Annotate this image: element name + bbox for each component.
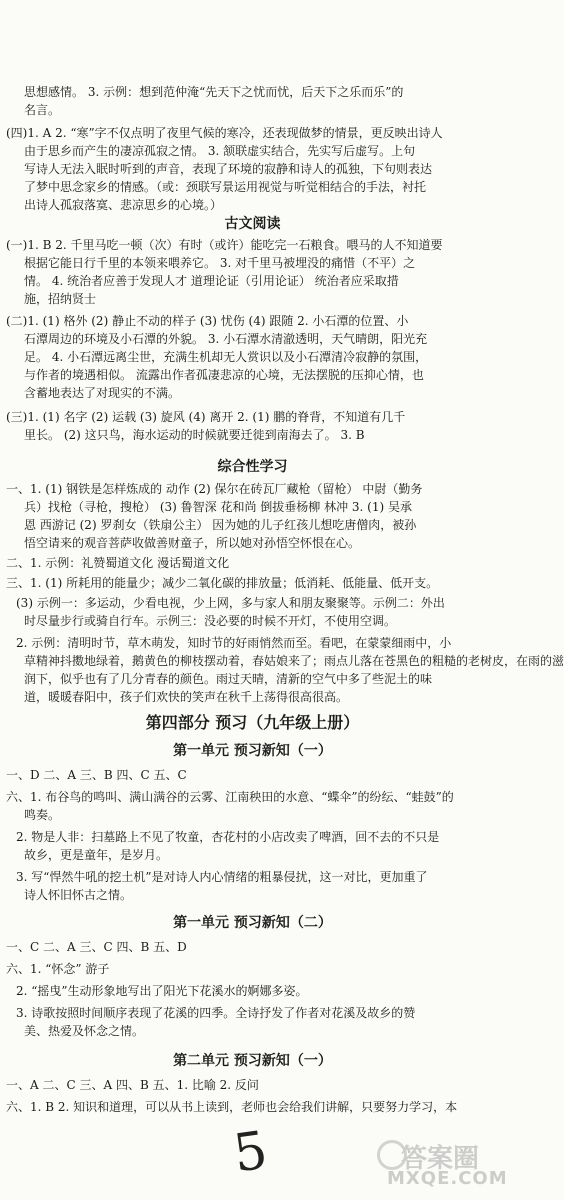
text-line: (四)1. A 2. “寒”字不仅点明了夜里气候的寒冷，还表现做梦的情景，更反映出诗人 [6,126,443,140]
text-line: 悟空请来的观音菩萨收做善财童子，所以她对孙悟空怀恨在心。 [24,536,361,550]
section-heading: 综合性学习 [217,459,288,475]
text-line: 六、1. B 2. 知识和道理，可以从书上读到，老师也会给我们讲解，只要努力学习，本 [6,1100,458,1114]
text-line: 一、A 二、C 三、A 四、B 五、1. 比喻 2. 反问 [6,1078,259,1092]
text-line: 2. 物是人非：扫墓路上不见了牧童，杏花村的小店改卖了啤酒，回不去的不只是 [16,830,440,844]
text-line: 3. 写“悍然牛吼的挖土机”是对诗人内心情绪的粗暴侵扰，这一对比，更加重了 [16,870,428,884]
text-line: 恩 西游记 (2) 罗刹女（铁扇公主） 因为她的儿子红孩儿想吃唐僧肉，被孙 [24,518,417,532]
text-line: 足。 4. 小石潭远离尘世，充满生机却无人赏识以及小石潭清冷寂静的氛围， [24,350,428,364]
text-line: 2. “摇曳”生动形象地写出了阳光下花溪水的婀娜多姿。 [16,984,308,998]
text-line: 写诗人无法入眠时听到的声音，表现了环境的寂静和诗人的孤独，下句则表达 [24,162,433,176]
text-line: 与作者的境遇相似。 流露出作者孤凄悲凉的心境，无法摆脱的压抑心情，也 [24,368,424,382]
text-line: 2. 示例：清明时节，草木萌发，知时节的好雨悄然而至。看吧，在蒙蒙细雨中，小 [16,636,452,650]
text-line: 一、C 二、A 三、C 四、B 五、D [6,940,187,954]
unit-heading: 第二单元 预习新知（一） [173,1053,332,1069]
text-line: 出诗人孤寂落寞、悲凉思乡的心境。） [24,198,223,212]
handwritten-page-mark: 5 [230,1120,272,1185]
text-line: 思想感情。 3. 示例：想到范仲淹“先天下之忧而忧，后天下之乐而乐”的 [24,85,404,99]
text-line: 诗人怀旧怀古之情。 [24,888,133,902]
text-line: 润下，似乎也有了几分青春的颜色。雨过天晴，清新的空气中多了些泥土的味 [24,672,433,686]
text-line: (二)1. (1) 格外 (2) 静止不动的样子 (3) 忧伤 (4) 跟随 2. 小石潭的位置、小 [6,314,409,328]
text-line: 一、D 二、A 三、B 四、C 五、C [6,768,187,782]
unit-heading: 第一单元 预习新知（一） [173,743,332,759]
text-line: 故乡，更是童年，是岁月。 [24,848,169,862]
text-line: 根据它能日行千里的本领来喂养它。 3. 对千里马被埋没的痛惜（不平）之 [24,256,416,270]
text-line: 施，招纳贤士 [24,292,97,306]
unit-heading: 第一单元 预习新知（二） [173,915,332,931]
section-heading: 古文阅读 [224,216,281,232]
watermark-url: MXQE.COM [387,1168,508,1189]
text-line: 名言。 [24,103,61,117]
text-line: 3. 诗歌按照时间顺序表现了花溪的四季。全诗抒发了作者对花溪及故乡的赞 [16,1006,416,1020]
text-line: 鸣奏。 [24,808,61,822]
watermark-text: 答案圈 [401,1144,480,1174]
text-line: 二、1. 示例：礼赞蜀道文化 漫话蜀道文化 [6,556,230,570]
text-line: 六、1. “怀念” 游子 [6,962,110,976]
text-line: 里长。 (2) 这只鸟，海水运动的时候就要迁徙到南海去了。 3. B [24,428,365,442]
text-line: 兵）找枪（寻枪，搜枪） (3) 鲁智深 花和尚 倒拔垂杨柳 林冲 3. (1) 吴承 [24,500,412,514]
text-line: 时尽量步行或骑自行车。示例三：没必要的时候不开灯，不使用空调。 [24,614,397,628]
text-line: 草精神抖擞地绿着，鹅黄色的柳枝摆动着，春姑娘来了；雨点儿落在苍黑色的粗糙的老树皮，在雨的滋 [24,654,564,668]
text-line: 由于思乡而产生的凄凉孤寂之情。 3. 颔联虚实结合，先实写后虚写。上句 [24,144,416,158]
text-line: (3) 示例一：多运动，少看电视，少上网，多与家人和朋友聚聚等。示例二：外出 [16,596,445,610]
text-line: 一、1. (1) 钢铁是怎样炼成的 动作 (2) 保尔在砖瓦厂藏枪（留枪） 中尉（勤务 [6,482,423,496]
part-heading: 第四部分 预习（九年级上册） [145,713,360,732]
text-line: 道，暖暖春阳中，孩子们欢快的笑声在秋千上荡得很高很高。 [24,690,349,704]
text-line: 六、1. 布谷鸟的鸣叫、满山满谷的云雾、江南秧田的水意、“蝶伞”的纷纭、“蛙鼓”的 [6,790,454,804]
text-line: (一)1. B 2. 千里马吃一顿（次）有时（或许）能吃完一石粮食。喂马的人不知道要 [6,238,443,252]
text-line: 情。 4. 统治者应善于发现人才 道理论证（引用论证） 统治者应采取措 [24,274,399,288]
text-line: 三、1. (1) 所耗用的能量少；减少二氧化碳的排放量；低消耗、低能量、低开支。 [6,576,439,590]
text-line: 石潭周边的环境及小石潭的外貌。 3. 小石潭水清澈透明，天气晴朗，阳光充 [24,332,428,346]
text-line: (三)1. (1) 名字 (2) 运载 (3) 旋风 (4) 离开 2. (1) 鹏的脊背，不知道有几千 [6,410,406,424]
site-watermark [377,1138,508,1190]
text-line: 了梦中思念家乡的情感。（或：颈联写景运用视觉与听觉相结合的手法，衬托 [24,180,427,194]
text-line: 含蓄地表达了对现实的不满。 [24,386,181,400]
text-line: 美、热爱及怀念之情。 [24,1024,145,1038]
